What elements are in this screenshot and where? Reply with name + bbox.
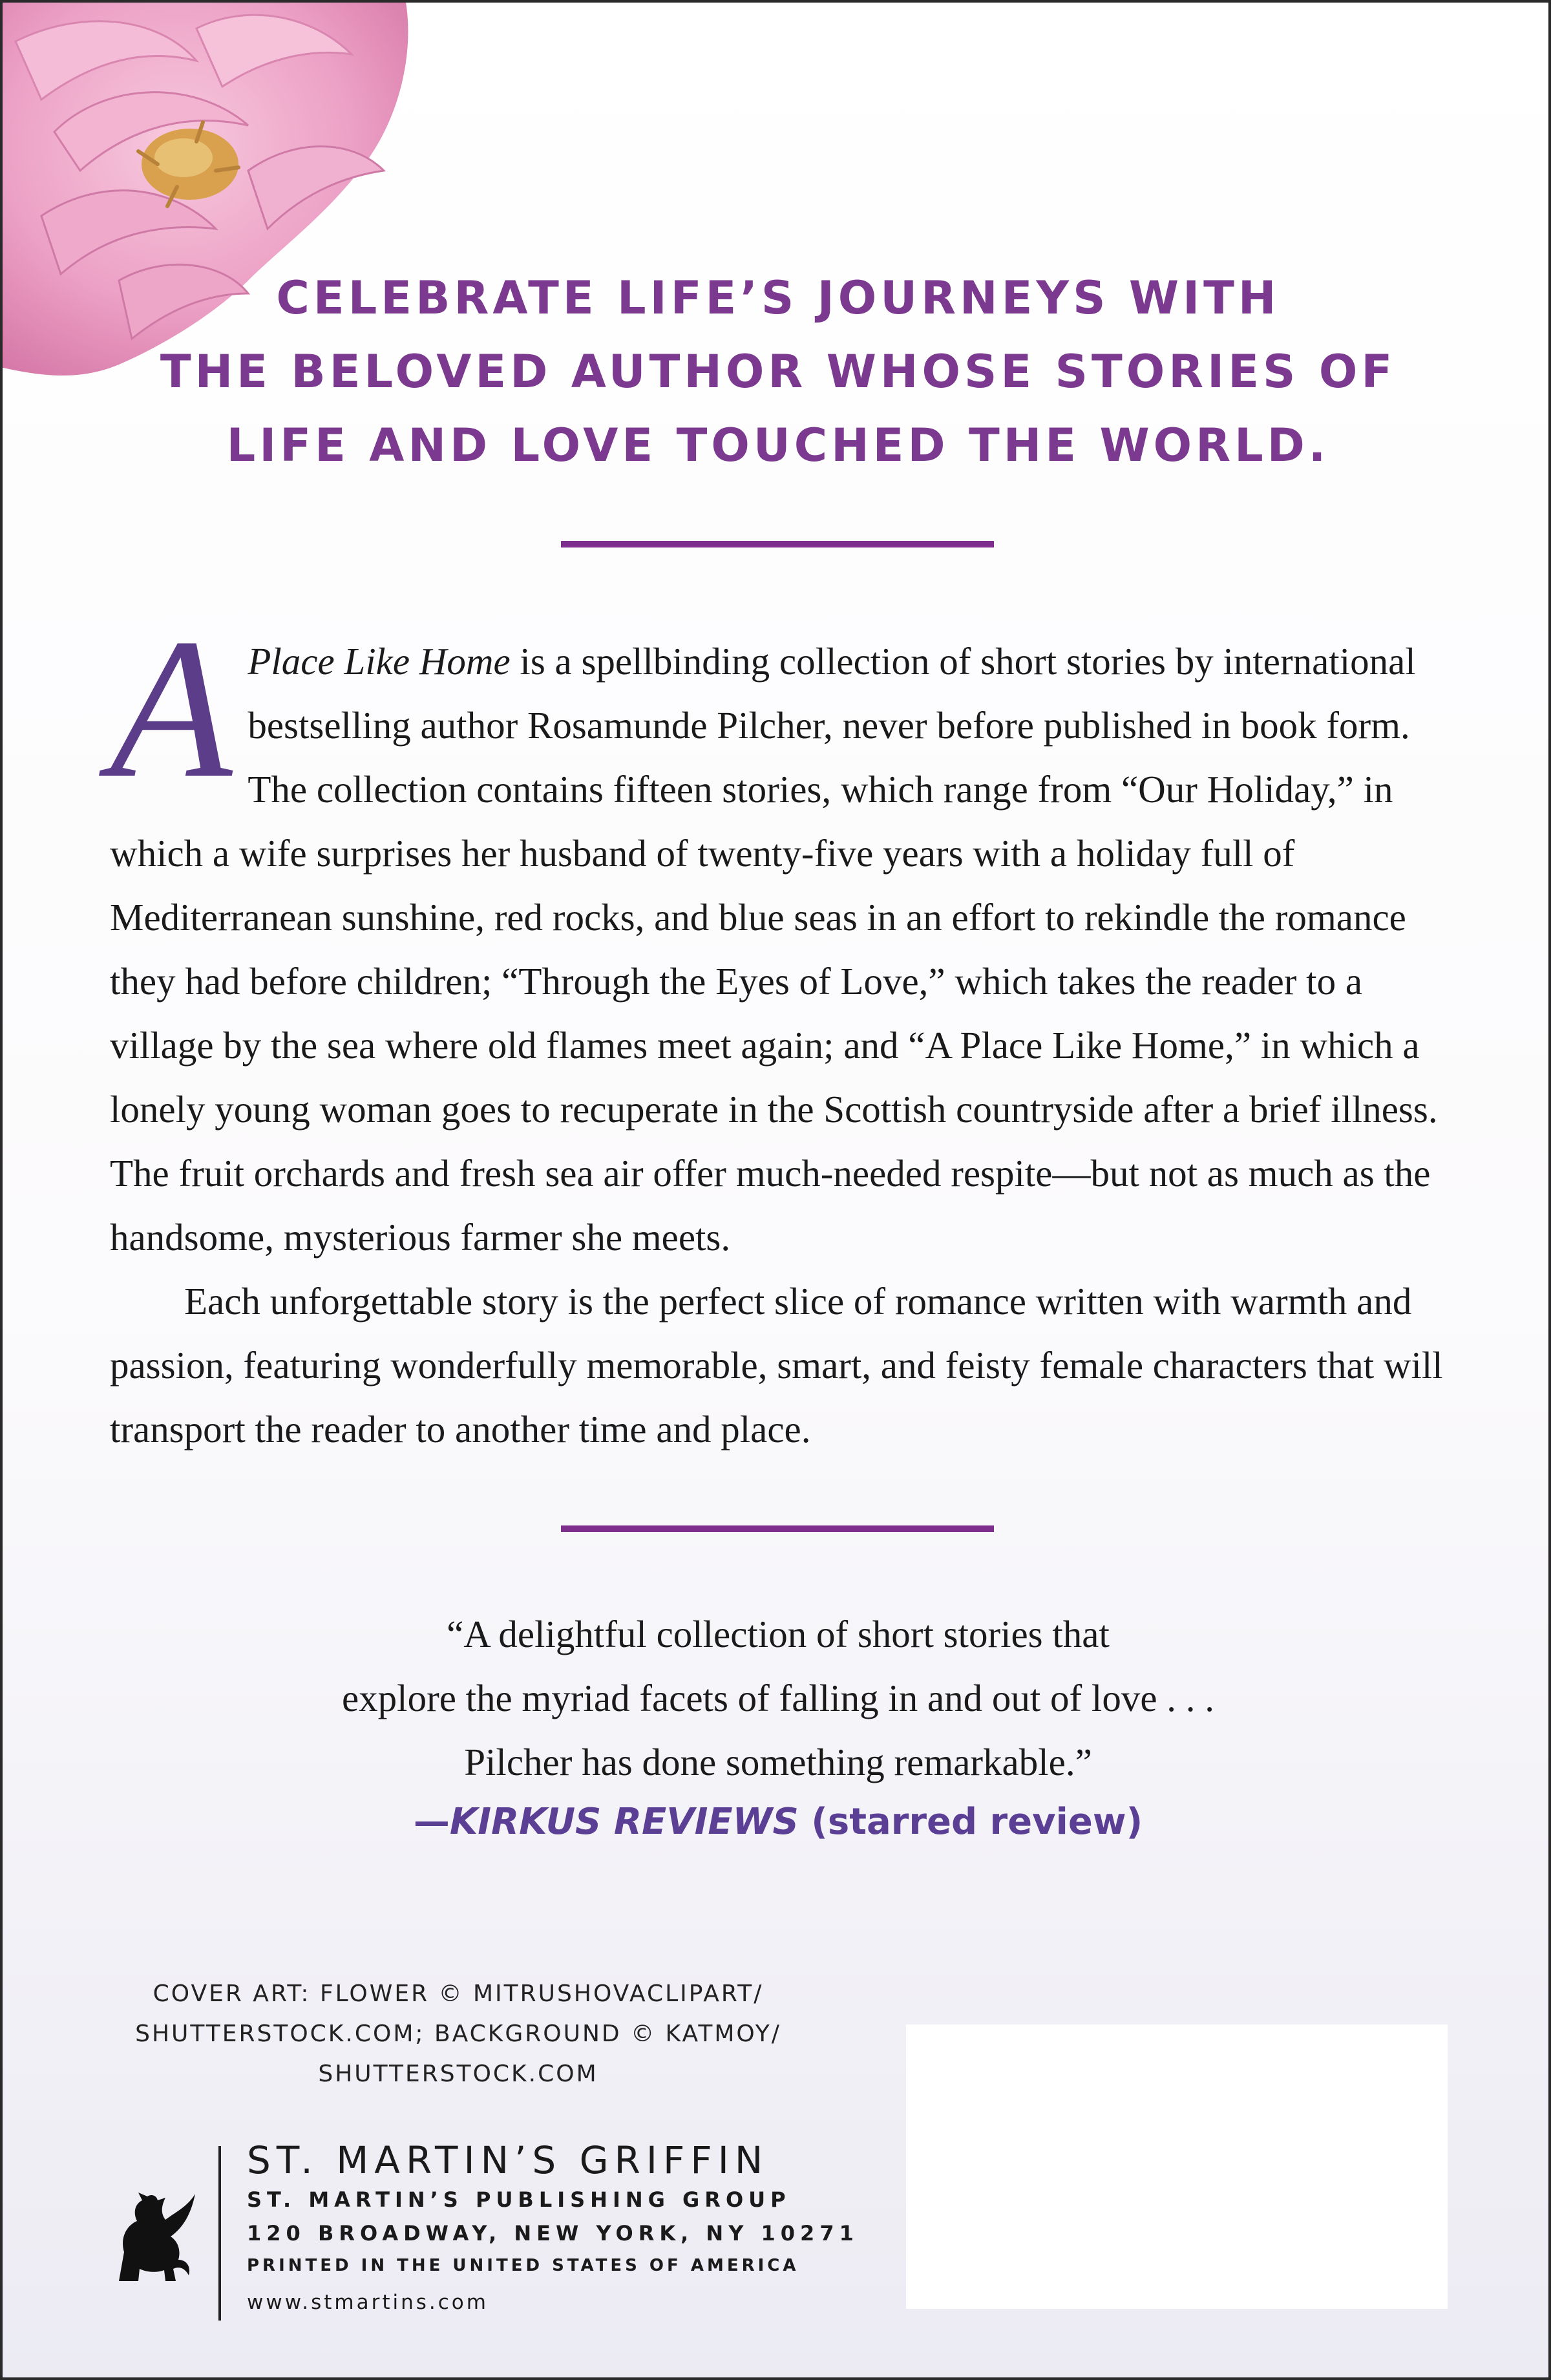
barcode-area	[906, 2024, 1448, 2309]
publisher-group: ST. MARTIN’S PUBLISHING GROUP	[247, 2187, 791, 2212]
publisher-divider	[218, 2146, 221, 2321]
credit-line: SHUTTERSTOCK.COM	[318, 2061, 598, 2087]
imprint-name: ST. MARTIN’S GRIFFIN	[247, 2138, 769, 2182]
publisher-website: www.stmartins.com	[247, 2291, 489, 2314]
credit-line: SHUTTERSTOCK.COM; BACKGROUND © KATMOY/	[135, 2021, 781, 2047]
attribution-dash: —	[413, 1801, 450, 1843]
griffin-icon	[106, 2174, 196, 2284]
quote-line: explore the myriad facets of falling in and out of love . . .	[341, 1677, 1215, 1719]
review-note: (starred review)	[798, 1801, 1143, 1843]
review-attribution	[196, 1793, 1360, 1851]
middle-divider	[561, 1525, 994, 1532]
quote-line: Pilcher has done something remarkable.”	[464, 1741, 1092, 1783]
paragraph-1-text: is a spellbinding collection of short stories by international bestselling author Rosamunde Pilcher, never before published in book form. The collection contains fifteen stories, which range from “Our Holiday,” in which a wife surprises her husband of twenty-five years with a holiday full of Mediterranean sunshine, red rocks, and blue seas in an effort to rekindle the romance they had before children; “Through the Eyes of Love,” which takes the reader to a village by the sea where old flames meet again; and “A Place Like Home,” in which a lonely young woman goes to recuperate in the Scottish countryside after a brief illness. The fruit orchards and fresh sea air offer much-needed respite—but not as much as the handsome, mysterious farmer she meets.	[110, 640, 1438, 1259]
credit-line: COVER ART: FLOWER © MITRUSHOVACLIPART/	[153, 1981, 764, 2007]
top-divider	[561, 541, 994, 547]
headline	[100, 261, 1457, 482]
review-quote	[196, 1602, 1360, 1794]
drop-cap: A	[110, 598, 233, 820]
quote-line: “A delightful collection of short stories that	[447, 1613, 1110, 1655]
headline-line: CELEBRATE LIFE’S JOURNEYS WITH	[276, 271, 1280, 324]
cover-art-credits	[100, 1974, 817, 2094]
headline-line: LIFE AND LOVE TOUCHED THE WORLD.	[226, 419, 1330, 472]
book-title: Place Like Home	[248, 640, 511, 683]
headline-line: THE BELOVED AUTHOR WHOSE STORIES OF	[160, 345, 1397, 398]
review-source: KIRKUS REVIEWS	[449, 1801, 799, 1843]
publisher-address: 120 BROADWAY, NEW YORK, NY 10271	[247, 2221, 859, 2246]
description-paragraph-1	[110, 598, 1446, 1270]
printed-in: PRINTED IN THE UNITED STATES OF AMERICA	[247, 2256, 799, 2275]
description	[110, 598, 1446, 1461]
description-paragraph-2: Each unforgettable story is the perfect slice of romance written with warmth and passion, featuring wonderfully memorable, smart, and feisty female characters that will transport the reader to another time and place.	[110, 1280, 1443, 1450]
